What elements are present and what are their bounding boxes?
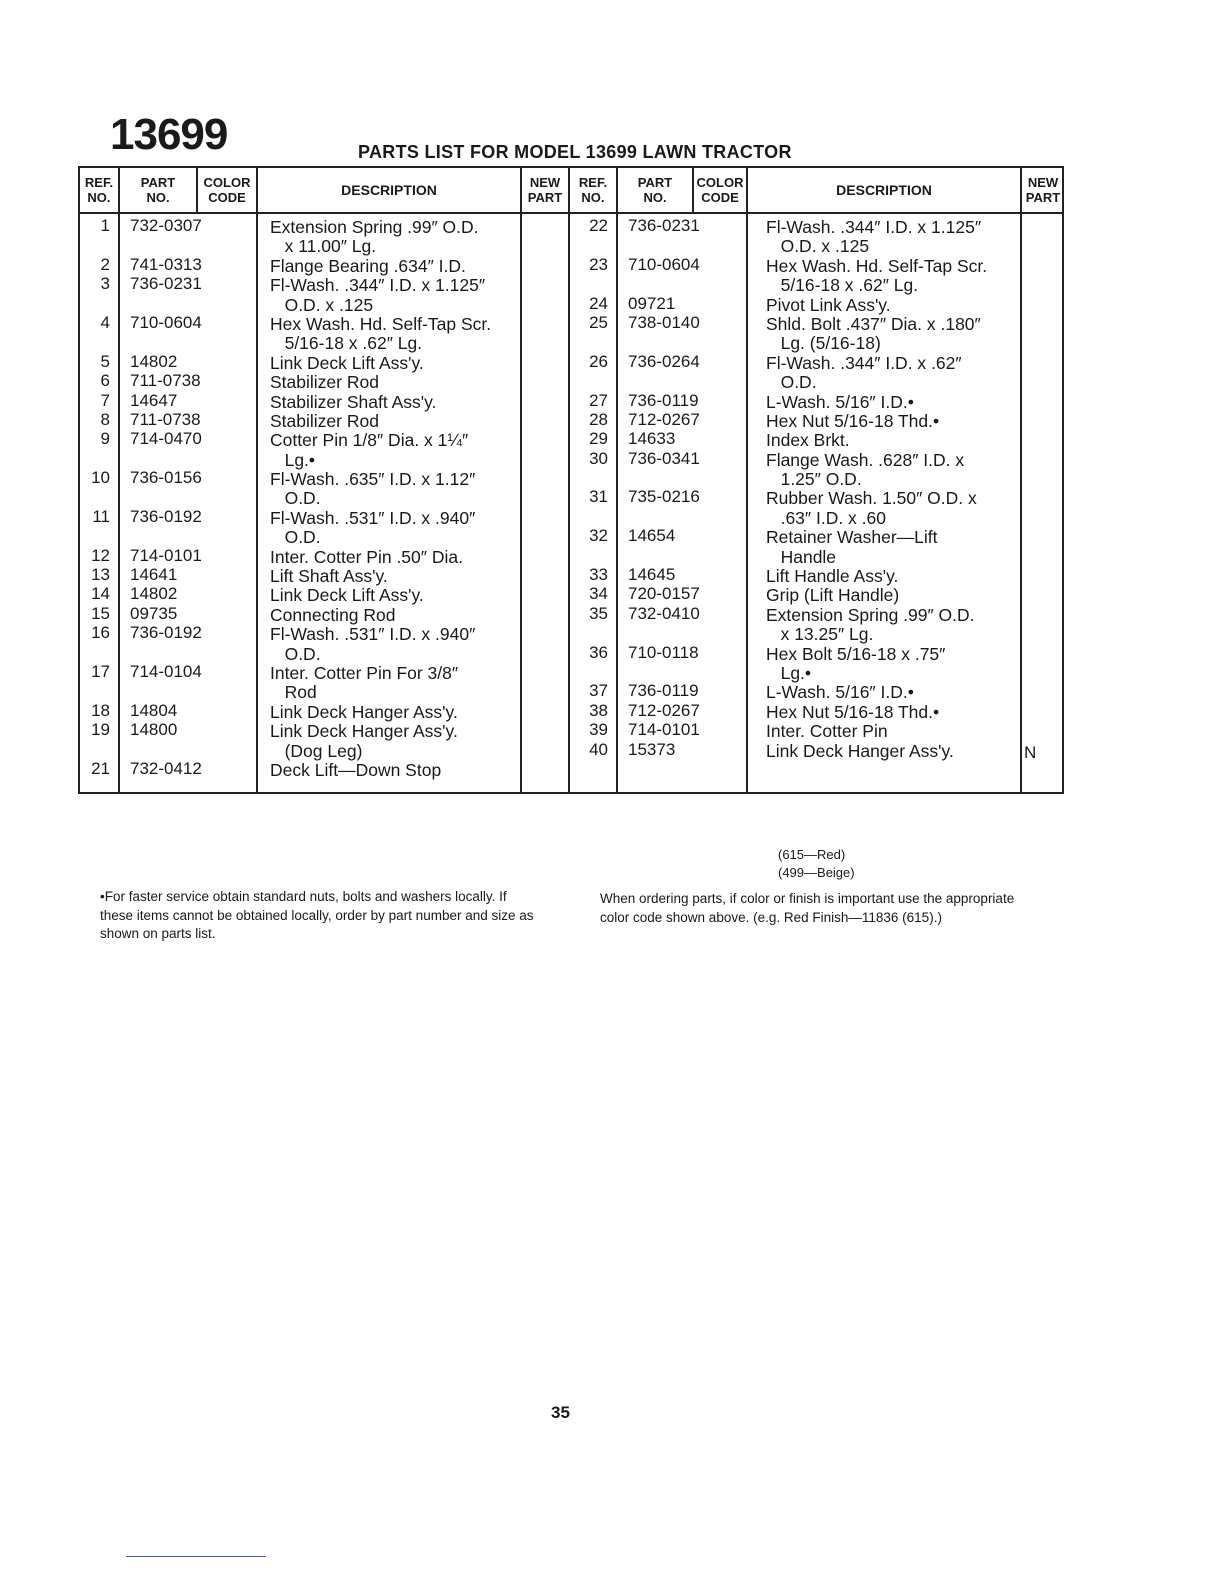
part-description: Lift Shaft Ass'y. <box>270 566 388 587</box>
left-part-column <box>130 216 202 778</box>
header-part-no <box>120 170 196 210</box>
ref-number: 4 <box>100 312 110 332</box>
part-number: 736-0231 <box>130 274 202 294</box>
part-description: x 13.25″ Lg. <box>766 624 874 645</box>
part-number: 15373 <box>628 739 676 759</box>
part-number <box>628 468 700 487</box>
color-code-beige: (499—Beige) <box>778 865 855 880</box>
ref-number: 21 <box>91 758 110 778</box>
part-number <box>628 235 700 254</box>
part-description: Hex Wash. Hd. Self-Tap Scr. <box>270 313 492 334</box>
header-part-no-right <box>618 170 692 210</box>
ref-number: 28 <box>589 409 608 429</box>
header-color-code <box>198 170 256 210</box>
part-number: 712-0267 <box>628 700 700 720</box>
left-ref-column <box>80 216 110 778</box>
part-description: 1.25″ O.D. <box>766 469 862 490</box>
part-description: Inter. Cotter Pin .50″ Dia. <box>270 546 463 567</box>
part-description: Deck Lift—Down Stop <box>270 759 442 780</box>
part-description: x 11.00″ Lg. <box>270 236 377 257</box>
part-number <box>628 274 700 293</box>
part-number: 736-0119 <box>628 390 699 410</box>
footnote: •For faster service obtain standard nuts, bolts and washers locally. If these items cannot be obtained locally, order by part number and size as shown on parts list. <box>100 889 534 941</box>
ref-number <box>80 332 110 351</box>
part-number: 710-0604 <box>628 254 700 274</box>
part-number: 09735 <box>130 603 178 623</box>
part-description: Link Deck Hanger Ass'y. <box>270 701 458 722</box>
ref-number: 5 <box>100 351 110 371</box>
ref-number: 18 <box>91 700 110 720</box>
part-description: O.D. <box>270 643 321 664</box>
ref-number: 7 <box>100 390 110 410</box>
part-description: Hex Bolt 5/16-18 x .75″ <box>766 643 946 664</box>
part-number: 732-0307 <box>130 216 202 235</box>
ref-number: 27 <box>589 390 608 410</box>
part-description: Stabilizer Rod <box>270 372 379 393</box>
column-divider <box>1020 168 1022 792</box>
part-number <box>130 294 202 313</box>
color-code-red: (615—Red) <box>778 847 846 862</box>
header-description-label: DESCRIPTION <box>341 181 437 198</box>
ref-number: 12 <box>91 545 110 565</box>
ref-number <box>570 507 608 526</box>
ref-number: 37 <box>589 681 608 701</box>
part-number: 14647 <box>130 390 178 410</box>
part-description: Link Deck Hanger Ass'y. <box>766 740 954 761</box>
part-number: 738-0140 <box>628 312 700 332</box>
part-description: Fl-Wash. .531″ I.D. x .940″ <box>270 624 476 645</box>
part-description: Inter. Cotter Pin <box>766 721 888 742</box>
ref-number <box>570 546 608 565</box>
ref-number: 19 <box>91 720 110 740</box>
new-part-flag: N <box>1024 743 1037 762</box>
part-description: L-Wash. 5/16″ I.D.• <box>766 391 914 412</box>
part-description: Extension Spring .99″ O.D. <box>270 217 479 237</box>
ref-number <box>80 681 110 700</box>
ref-number <box>80 487 110 506</box>
part-number: 714-0104 <box>130 661 202 681</box>
ref-number <box>80 643 110 662</box>
ref-number: 14 <box>91 584 110 604</box>
part-description: Lift Handle Ass'y. <box>766 566 899 587</box>
ref-number <box>570 468 608 487</box>
part-description: Fl-Wash. .531″ I.D. x .940″ <box>270 507 476 528</box>
column-divider <box>746 168 748 792</box>
ref-number: 36 <box>589 642 608 662</box>
part-number <box>130 526 202 545</box>
part-number: 736-0192 <box>130 623 202 643</box>
part-number: 735-0216 <box>628 487 700 507</box>
column-divider <box>616 168 618 792</box>
right-description-column <box>766 218 987 761</box>
page-number: 35 <box>551 1403 570 1422</box>
part-number: 714-0470 <box>130 429 202 449</box>
part-number: 736-0231 <box>628 216 700 235</box>
column-divider <box>520 168 522 792</box>
part-description: .63″ I.D. x .60 <box>766 507 886 528</box>
part-number <box>130 332 202 351</box>
part-number: 14654 <box>628 526 676 546</box>
header-color-label: COLOR CODE <box>696 175 744 205</box>
part-number: 736-0119 <box>628 681 699 701</box>
right-ref-column <box>570 216 608 759</box>
part-number: 14802 <box>130 351 178 371</box>
part-number: 710-0118 <box>628 642 699 662</box>
ref-number: 24 <box>589 293 608 313</box>
part-number <box>628 623 700 642</box>
ref-number <box>570 623 608 642</box>
part-description: O.D. <box>270 488 321 509</box>
ref-number: 38 <box>589 700 608 720</box>
part-number <box>130 740 202 759</box>
part-number: 714-0101 <box>628 720 700 740</box>
header-ref-no <box>80 170 118 210</box>
ref-number: 17 <box>91 661 110 681</box>
ref-number: 3 <box>100 274 110 294</box>
header-ref-no-right <box>570 170 616 210</box>
ref-number: 40 <box>589 739 608 759</box>
part-number: 711-0738 <box>130 409 201 429</box>
part-description: Index Brkt. <box>766 430 850 451</box>
part-description: 5/16-18 x .62″ Lg. <box>766 275 919 296</box>
ref-number: 29 <box>589 429 608 449</box>
part-number: 14633 <box>628 429 676 449</box>
part-number <box>130 449 202 468</box>
ref-number: 9 <box>100 429 110 449</box>
part-description: Lg. (5/16-18) <box>766 333 881 354</box>
ref-number <box>80 235 110 254</box>
ref-number <box>570 371 608 390</box>
part-number: 720-0157 <box>628 584 700 604</box>
part-number: 741-0313 <box>130 254 202 274</box>
ref-number <box>570 662 608 681</box>
ref-number <box>570 332 608 351</box>
ref-number: 22 <box>589 216 608 235</box>
ref-number: 34 <box>589 584 608 604</box>
ref-number: 16 <box>91 623 110 643</box>
part-description: Rod <box>270 682 317 703</box>
right-part-column <box>628 216 700 759</box>
part-description: Fl-Wash. .635″ I.D. x 1.12″ <box>270 469 476 490</box>
part-description: O.D. <box>766 372 817 393</box>
part-description: O.D. <box>270 527 321 548</box>
header-new-part-right <box>1022 170 1064 210</box>
part-number <box>130 643 202 662</box>
ref-number <box>80 449 110 468</box>
model-number: 13699 <box>110 110 228 159</box>
header-ref-label: REF. NO. <box>84 175 114 205</box>
header-part-label: PART NO. <box>140 175 176 205</box>
part-description: Flange Wash. .628″ I.D. x <box>766 449 965 470</box>
part-description: Link Deck Hanger Ass'y. <box>270 721 458 742</box>
part-description: Lg.• <box>766 662 812 683</box>
part-description: Fl-Wash. .344″ I.D. x .62″ <box>766 352 962 373</box>
part-number: 14645 <box>628 565 676 585</box>
ref-number: 10 <box>91 468 110 488</box>
part-description: Stabilizer Rod <box>270 410 379 431</box>
part-description: 5/16-18 x .62″ Lg. <box>270 333 423 354</box>
ref-number: 39 <box>589 720 608 740</box>
part-description: Stabilizer Shaft Ass'y. <box>270 391 437 412</box>
ordering-note: When ordering parts, if color or finish is important use the appropriate color code shown above. (e.g. Red Finish—11836 (615).) <box>600 891 1015 925</box>
part-number: 14804 <box>130 700 178 720</box>
ref-number <box>570 235 608 254</box>
ref-number: 8 <box>100 409 110 429</box>
part-description: Hex Nut 5/16-18 Thd.• <box>766 410 940 431</box>
part-number: 736-0264 <box>628 351 700 371</box>
header-description <box>258 170 520 210</box>
part-description: Shld. Bolt .437″ Dia. x .180″ <box>766 313 981 334</box>
part-description: Rubber Wash. 1.50″ O.D. x <box>766 488 977 509</box>
ref-number <box>570 274 608 293</box>
left-description-column <box>270 218 491 780</box>
ref-number <box>80 294 110 313</box>
part-number: 736-0192 <box>130 506 202 526</box>
part-description: Inter. Cotter Pin For 3/8″ <box>270 662 459 683</box>
header-color-label: COLOR CODE <box>203 175 251 205</box>
header-new-part <box>522 170 568 210</box>
ref-number: 6 <box>100 371 110 391</box>
part-number <box>130 681 202 700</box>
part-number <box>628 332 700 351</box>
part-number: 09721 <box>628 293 676 313</box>
ref-number: 31 <box>589 487 608 507</box>
header-color-code-right <box>694 170 746 210</box>
header-description-label: DESCRIPTION <box>836 181 932 198</box>
part-number: 712-0267 <box>628 409 700 429</box>
ref-number: 30 <box>589 448 608 468</box>
header-ref-label: REF. NO. <box>578 175 608 205</box>
part-number <box>628 546 700 565</box>
part-description: Hex Wash. Hd. Self-Tap Scr. <box>766 255 988 276</box>
ref-number: 35 <box>589 603 608 623</box>
part-description: O.D. x .125 <box>270 294 374 315</box>
ref-number: 13 <box>91 565 110 585</box>
parts-table <box>78 166 1064 794</box>
part-description: O.D. x .125 <box>766 236 870 257</box>
ref-number: 2 <box>100 254 110 274</box>
part-description: Handle <box>766 546 837 567</box>
part-description: Connecting Rod <box>270 604 396 625</box>
part-description: L-Wash. 5/16″ I.D.• <box>766 682 914 703</box>
part-number: 711-0738 <box>130 371 201 391</box>
header-part-label: PART NO. <box>637 175 673 205</box>
part-number: 14802 <box>130 584 178 604</box>
part-description: Link Deck Lift Ass'y. <box>270 585 424 606</box>
part-description: Hex Nut 5/16-18 Thd.• <box>766 701 940 722</box>
part-number <box>130 235 202 254</box>
part-description: Pivot Link Ass'y. <box>766 294 891 315</box>
header-new-label: NEW PART <box>1025 175 1061 205</box>
part-description: Retainer Washer—Lift <box>766 527 938 548</box>
column-divider <box>118 168 120 792</box>
ref-number: 26 <box>589 351 608 371</box>
part-description: Fl-Wash. .344″ I.D. x 1.125″ <box>766 217 982 237</box>
part-description: Lg.• <box>270 449 316 470</box>
header-divider <box>80 212 1062 214</box>
part-number: 732-0412 <box>130 758 202 778</box>
color-code-legend <box>778 846 855 882</box>
part-number: 14641 <box>130 565 178 585</box>
part-description: Flange Bearing .634″ I.D. <box>270 255 466 276</box>
part-number <box>628 662 700 681</box>
part-number <box>130 487 202 506</box>
part-description: Fl-Wash. .344″ I.D. x 1.125″ <box>270 275 486 296</box>
part-number: 14800 <box>130 720 178 740</box>
part-description: Cotter Pin 1/8″ Dia. x 1¼″ <box>270 430 469 451</box>
ref-number: 33 <box>589 565 608 585</box>
ref-number: 11 <box>92 506 110 526</box>
part-number: 736-0341 <box>628 448 700 468</box>
part-description: Extension Spring .99″ O.D. <box>766 604 975 625</box>
bottom-rule <box>126 1556 266 1557</box>
ref-number: 1 <box>100 216 110 235</box>
part-number: 710-0604 <box>130 312 202 332</box>
part-number: 732-0410 <box>628 603 700 623</box>
part-description: (Dog Leg) <box>270 740 363 761</box>
header-new-label: NEW PART <box>527 175 563 205</box>
part-number <box>628 371 700 390</box>
part-description: Grip (Lift Handle) <box>766 585 900 606</box>
part-number: 736-0156 <box>130 468 202 488</box>
part-description: Link Deck Lift Ass'y. <box>270 352 424 373</box>
page-title: PARTS LIST FOR MODEL 13699 LAWN TRACTOR <box>358 142 792 162</box>
ref-number: 15 <box>91 603 110 623</box>
ref-number <box>80 740 110 759</box>
part-number <box>628 507 700 526</box>
part-number: 714-0101 <box>130 545 202 565</box>
column-divider <box>256 168 258 792</box>
ref-number: 23 <box>589 254 608 274</box>
ref-number: 32 <box>589 526 608 546</box>
ref-number: 25 <box>589 312 608 332</box>
ref-number <box>80 526 110 545</box>
header-description-right <box>748 170 1020 210</box>
